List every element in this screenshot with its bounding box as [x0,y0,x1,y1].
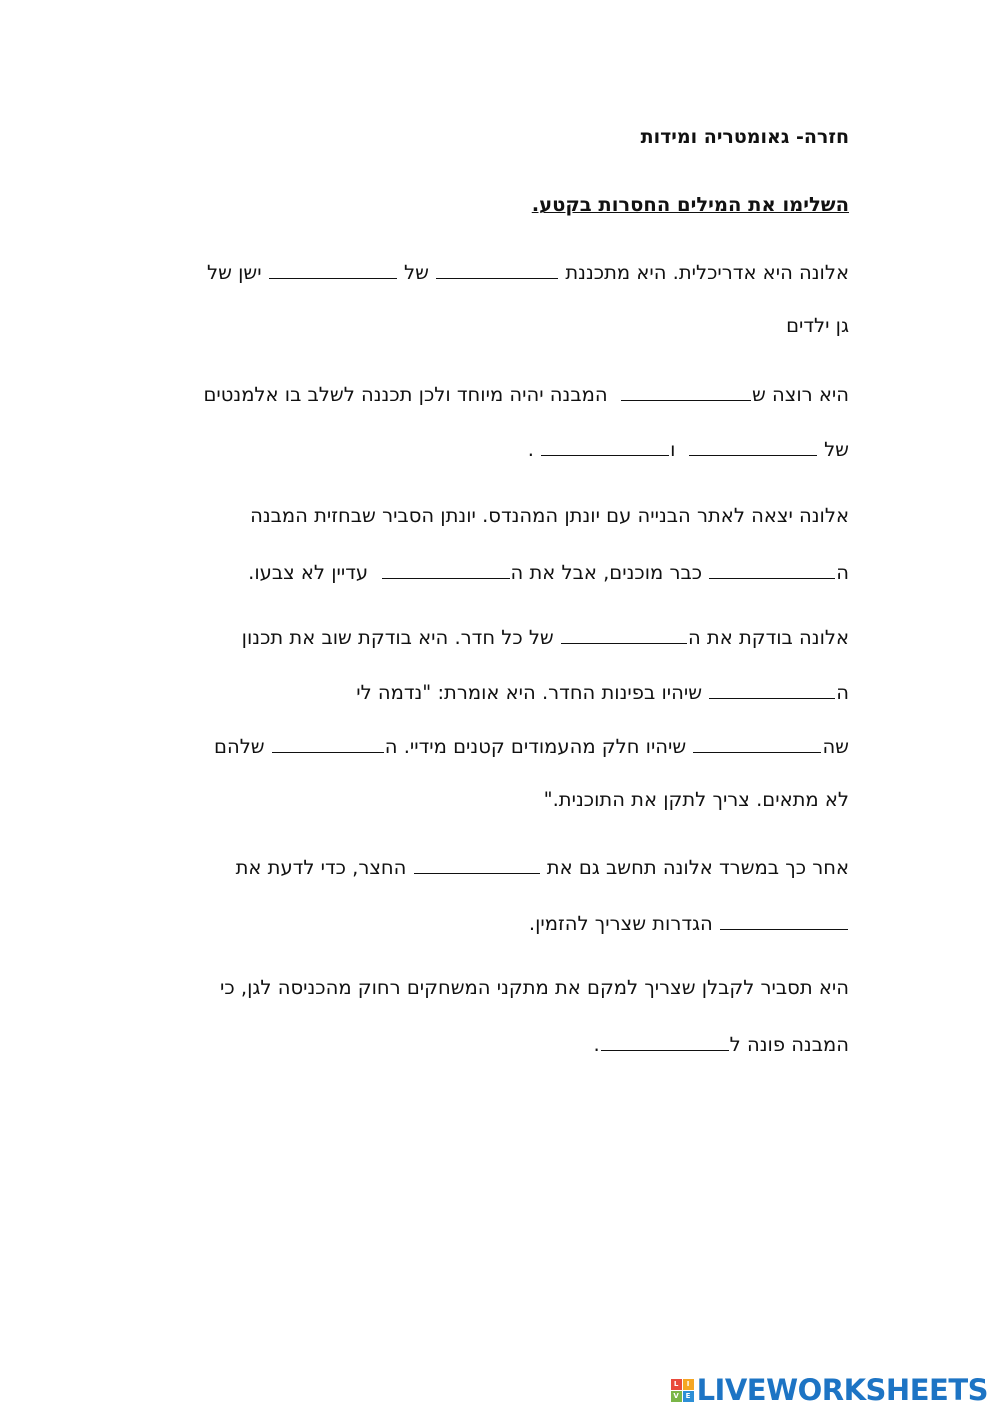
blank-14[interactable] [601,1030,729,1051]
blank-12[interactable] [414,853,540,874]
blank-5[interactable] [541,435,669,456]
blank-11[interactable] [272,732,384,753]
p6-line2: המבנה פונה ל. [593,1030,849,1058]
p3-line2: ה כבר מוכנים, אבל את ה עדיין לא צבעו. [248,558,849,586]
blank-1[interactable] [436,258,558,279]
blank-2[interactable] [269,258,397,279]
p2-line1: היא רוצה ש המבנה יהיה מיוחד ולכן תכננה לשלב בו אלמנטים [203,380,849,408]
logo-square-v: V [671,1391,682,1402]
worksheet-title: חזרה- גאומטריה ומידות [640,126,849,148]
p5-line1: אחר כך במשרד אלונה תחשב גם את החצר, כדי לדעת את [236,853,849,881]
p5-line2: הגדרות שצריך להזמין. [529,909,849,937]
blank-7[interactable] [382,558,510,579]
instructions: השלימו את המילים החסרות בקטע. [531,193,849,216]
blank-8[interactable] [561,623,687,644]
p3-line1: אלונה יצאה לאתר הבנייה עם יונתן המהנדס. יונתן הסביר שבחזית המבנה [250,504,849,527]
logo-text: LIVEWORKSHEETS [696,1373,988,1407]
logo-square-i: I [683,1379,694,1390]
p4-line1: אלונה בודקת את ה של כל חדר. היא בודקת שוב את תכנון [242,623,849,651]
blank-10[interactable] [693,732,821,753]
p2-line2: של ו . [528,435,849,463]
blank-13[interactable] [720,909,848,930]
p1-line1: אלונה היא אדריכלית. היא מתכננת של ישן של [207,258,849,286]
p4-line3: שה שיהיו חלק מהעמודים קטנים מידיי. ה שלהם [214,732,849,760]
p1-line2: גן ילדים [786,314,849,337]
p4-line4: לא מתאים. צריך לתקן את התוכנית." [543,788,849,811]
p4-line2: ה שיהיו בפינות החדר. היא אומרת: "נדמה לי [356,678,849,706]
liveworksheets-logo [671,1373,988,1407]
blank-6[interactable] [709,558,835,579]
logo-squares-icon [671,1379,694,1402]
logo-square-l: L [671,1379,682,1390]
blank-3[interactable] [621,380,751,401]
logo-square-e: E [683,1391,694,1402]
blank-9[interactable] [709,678,835,699]
p6-line1: היא תסביר לקבלן שצריך למקם את מתקני המשחקים רחוק מהכניסה לגן, כי [220,976,849,999]
blank-4[interactable] [689,435,817,456]
